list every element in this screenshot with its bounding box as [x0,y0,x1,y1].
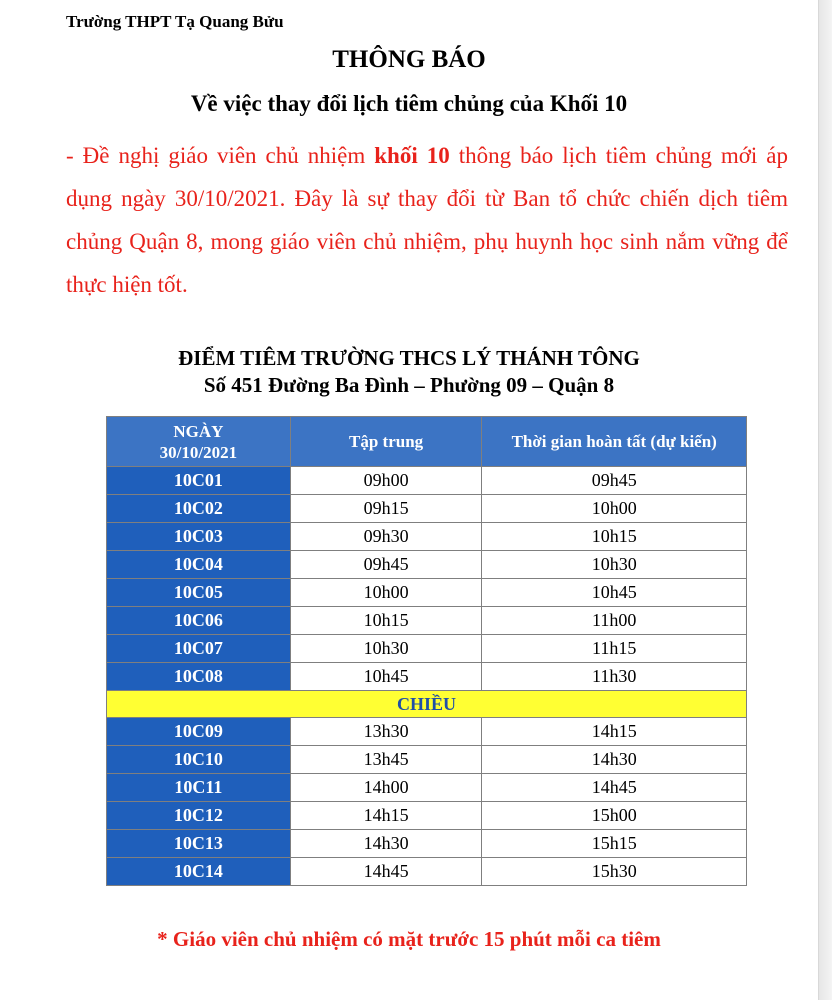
venue-name: ĐIỂM TIÊM TRƯỜNG THCS LÝ THÁNH TÔNG [178,346,640,370]
gather-time-cell: 10h45 [290,663,482,691]
schedule-header-row [107,417,747,467]
table-row [107,746,747,774]
finish-time-cell: 15h15 [482,830,747,858]
table-row [107,774,747,802]
finish-time-cell: 11h00 [482,607,747,635]
table-row [107,802,747,830]
finish-time-cell: 15h30 [482,858,747,886]
gather-time-cell: 14h45 [290,858,482,886]
table-row [107,663,747,691]
footer-note: * Giáo viên chủ nhiệm có mặt trước 15 phút mỗi ca tiêm [157,927,661,951]
finish-time-cell: 10h00 [482,495,747,523]
table-row [107,495,747,523]
schedule-table [106,416,747,886]
finish-time-cell: 11h15 [482,635,747,663]
class-cell: 10C01 [107,467,291,495]
class-cell: 10C04 [107,551,291,579]
table-row [107,607,747,635]
class-cell: 10C03 [107,523,291,551]
gather-time-cell: 14h30 [290,830,482,858]
table-row [107,551,747,579]
gather-time-cell: 09h15 [290,495,482,523]
gather-time-cell: 09h00 [290,467,482,495]
gather-time-cell: 14h15 [290,802,482,830]
gather-time-cell: 13h30 [290,718,482,746]
class-cell: 10C06 [107,607,291,635]
afternoon-label: CHIỀU [107,691,747,718]
header-gather-time: Tập trung [290,417,482,467]
gather-time-cell: 10h00 [290,579,482,607]
table-row [107,523,747,551]
table-row [107,635,747,663]
gather-time-cell: 13h45 [290,746,482,774]
gather-time-cell: 14h00 [290,774,482,802]
class-cell: 10C02 [107,495,291,523]
class-cell: 10C09 [107,718,291,746]
notice-subtitle: Về việc thay đổi lịch tiêm chủng của Khối 10 [190,91,628,116]
finish-time-cell: 10h15 [482,523,747,551]
notice-text-after: thông báo lịch tiêm chủng mới áp dụng ngày 30/10/2021. Đây là sự thay đổi từ Ban tổ chức chiến dịch tiêm chủng Quận 8, mong giáo viên chủ nhiệm, phụ huynh học sinh nắm vững để thực hiện tốt. [66,143,788,297]
header-date-value: 30/10/2021 [159,442,238,462]
schedule-body [107,467,747,886]
gather-time-cell: 09h30 [290,523,482,551]
class-cell: 10C12 [107,802,291,830]
table-row [107,467,747,495]
class-cell: 10C11 [107,774,291,802]
school-name: Trường THPT Tạ Quang Bửu [66,12,284,31]
header-date [107,417,291,467]
class-cell: 10C07 [107,635,291,663]
afternoon-band-row [107,691,747,718]
venue-address: Số 451 Đường Ba Đình – Phường 09 – Quận 8 [203,373,615,397]
table-row [107,830,747,858]
finish-time-cell: 10h30 [482,551,747,579]
gather-time-cell: 09h45 [290,551,482,579]
page-edge [819,0,832,1000]
class-cell: 10C13 [107,830,291,858]
header-date-label: NGÀY [173,421,224,441]
header-finish-time: Thời gian hoàn tất (dự kiến) [482,417,747,467]
table-row [107,718,747,746]
class-cell: 10C08 [107,663,291,691]
gather-time-cell: 10h15 [290,607,482,635]
finish-time-cell: 10h45 [482,579,747,607]
gather-time-cell: 10h30 [290,635,482,663]
class-cell: 10C05 [107,579,291,607]
notice-paragraph [66,134,788,306]
table-row [107,579,747,607]
finish-time-cell: 14h30 [482,746,747,774]
finish-time-cell: 15h00 [482,802,747,830]
table-row [107,858,747,886]
finish-time-cell: 11h30 [482,663,747,691]
notice-highlight: khối 10 [374,143,450,168]
finish-time-cell: 09h45 [482,467,747,495]
class-cell: 10C10 [107,746,291,774]
notice-text-before: - Đề nghị giáo viên chủ nhiệm [66,143,375,168]
finish-time-cell: 14h15 [482,718,747,746]
class-cell: 10C14 [107,858,291,886]
notice-title: THÔNG BÁO [332,46,486,73]
finish-time-cell: 14h45 [482,774,747,802]
